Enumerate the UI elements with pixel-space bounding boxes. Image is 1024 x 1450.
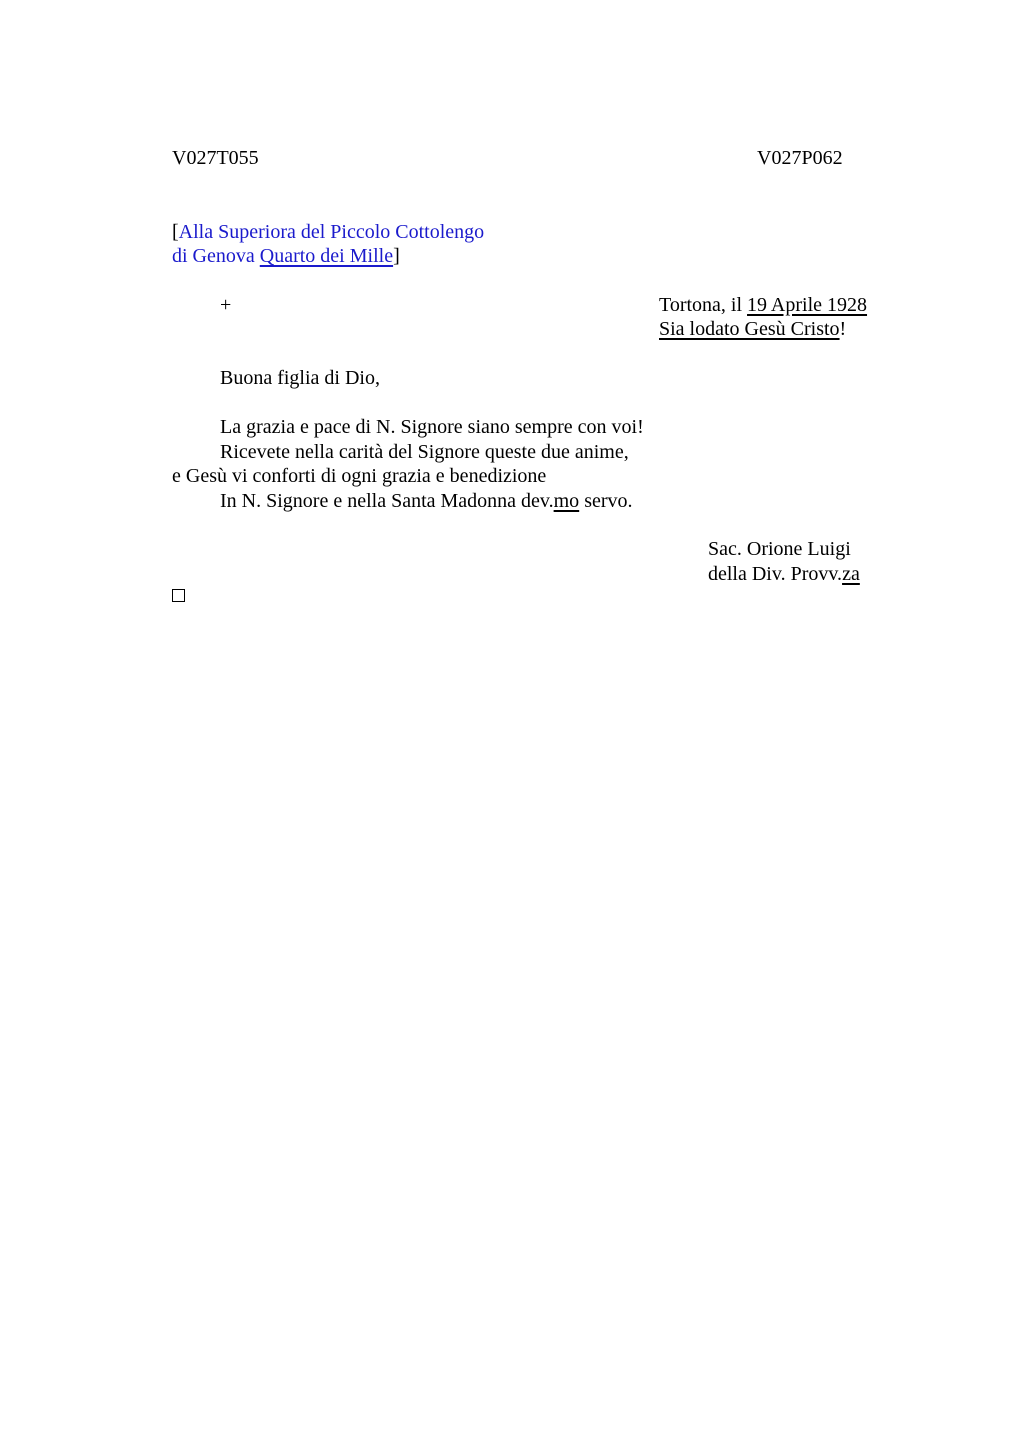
recipient-line-1 [172,220,484,244]
document-code-left: V027T055 [172,147,259,169]
body-line-4 [220,489,633,513]
closing-text: In N. Signore e nella Santa Madonna dev. [220,490,554,512]
motto-exclamation: ! [839,318,847,340]
signature-title-text: della Div. Provv. [708,563,843,585]
closing-end: servo. [579,490,633,512]
closing-abbrev: mo [553,490,580,512]
signature-title [708,562,860,586]
recipient-city: di Genova [172,245,260,267]
body-line-3: e Gesù vi conforti di ogni grazia e benedizione [172,465,547,487]
recipient-line-2 [172,244,400,268]
date: 19 Aprile 1928 [747,294,868,316]
signature-title-abbrev: za [842,563,860,585]
body-line-2: Ricevete nella carità del Signore queste due anime, [220,441,629,463]
place-date [659,293,867,317]
salutation: Buona figlia di Dio, [220,367,380,389]
body-line-1: La grazia e pace di N. Signore siano sempre con voi! [220,416,644,438]
motto-text: Sia lodato Gesù Cristo [659,318,840,340]
signature-name: Sac. Orione Luigi [708,538,851,560]
motto [659,317,846,341]
document-code-right: V027P062 [757,147,843,169]
recipient-district: Quarto dei Mille [259,245,394,267]
close-bracket: ] [393,245,400,267]
end-square-icon [172,589,185,602]
place: Tortona, il [659,294,748,316]
open-bracket: [ [172,221,179,243]
recipient-name: Alla Superiora del Piccolo Cottolengo [178,221,485,243]
cross-symbol: + [220,294,232,316]
